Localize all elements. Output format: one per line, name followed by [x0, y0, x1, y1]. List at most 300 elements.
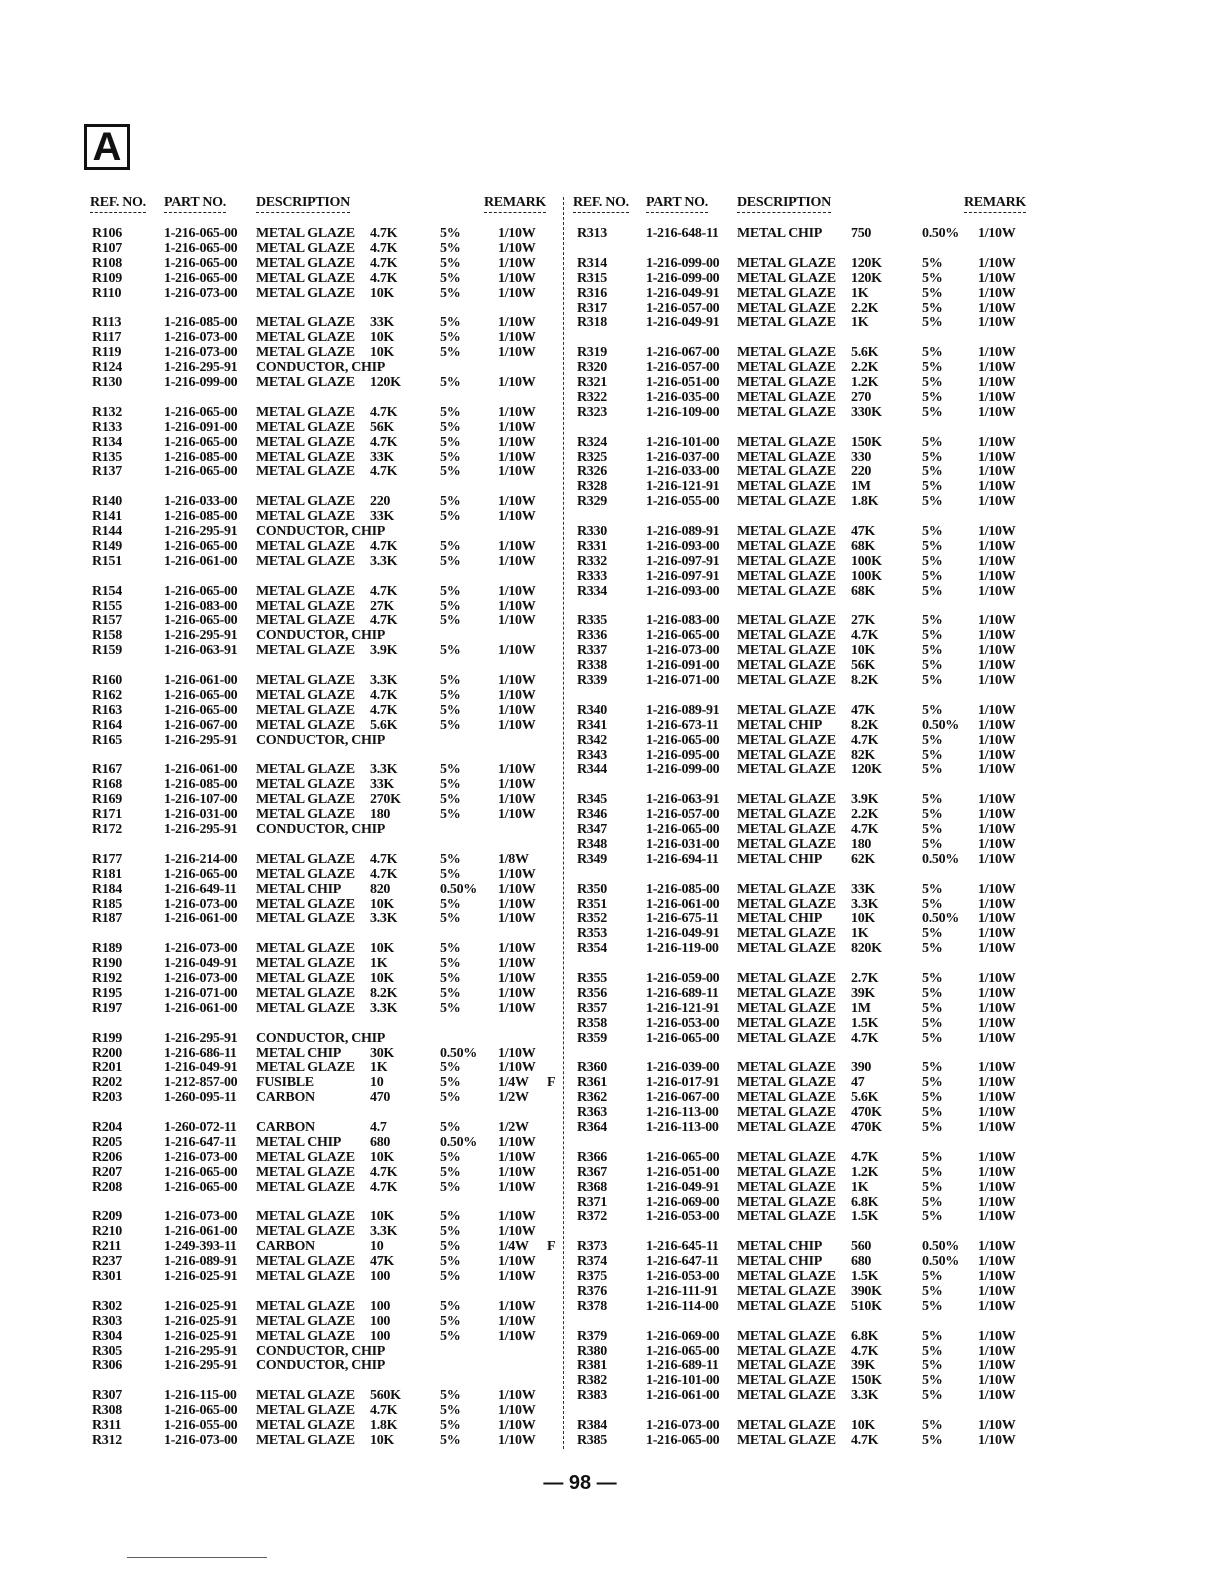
cell-rem: 1/10W [498, 1313, 536, 1329]
cell-rem: 1/10W [978, 1164, 1016, 1180]
cell-desc: METAL GLAZE [256, 1432, 355, 1448]
cell-part: 1-216-093-00 [646, 583, 720, 599]
cell-rem: 1/10W [498, 538, 536, 554]
cell-ref: R338 [577, 658, 607, 674]
cell-rem: 1/10W [498, 1388, 536, 1404]
cell-desc: METAL GLAZE [737, 375, 836, 390]
cell-tol: 5% [922, 985, 943, 1001]
cell-tol: 5% [440, 985, 461, 1001]
cell-rem: 1/10W [498, 717, 536, 733]
cell-part: 1-216-073-00 [164, 1209, 238, 1225]
cell-desc: METAL GLAZE [256, 1313, 355, 1329]
cell-desc: METAL GLAZE [737, 941, 836, 957]
cell-ref: R380 [577, 1343, 607, 1359]
cell-rem: 1/10W [978, 270, 1016, 286]
cell-part: 1-216-097-91 [646, 568, 720, 584]
cell-ref: R158 [92, 628, 122, 644]
cell-ref: R347 [577, 822, 607, 837]
cell-val: 10K [370, 971, 394, 986]
cell-tol: 5% [440, 673, 461, 688]
cell-desc: METAL GLAZE [256, 717, 355, 733]
cell-desc: METAL GLAZE [256, 240, 355, 256]
cell-tol: 5% [440, 717, 461, 733]
cell-tol: 5% [440, 1418, 461, 1433]
cell-rem: 1/10W [498, 896, 536, 912]
cell-ref: R163 [92, 702, 122, 718]
cell-ref: R205 [92, 1134, 122, 1150]
cell-desc: METAL CHIP [737, 226, 823, 241]
cell-tol: 0.50% [922, 226, 960, 241]
cell-desc: METAL GLAZE [256, 673, 355, 688]
cell-tol: 5% [440, 255, 461, 271]
cell-ref: R351 [577, 896, 607, 912]
cell-tol: 5% [440, 538, 461, 554]
cell-tol: 5% [922, 583, 943, 599]
cell-part: 1-216-037-00 [646, 449, 720, 465]
cell-part: 1-212-857-00 [164, 1075, 238, 1091]
cell-rem: 1/10W [498, 434, 536, 450]
cell-val: 3.3K [370, 762, 398, 778]
cell-part: 1-216-645-11 [646, 1239, 719, 1255]
cell-ref: R144 [92, 524, 122, 539]
cell-part: 1-216-686-11 [164, 1045, 237, 1061]
cell-rem: 1/10W [978, 524, 1016, 539]
cell-val: 3.3K [851, 1388, 879, 1404]
cell-tol: 5% [440, 464, 461, 480]
cell-part: 1-216-061-00 [164, 673, 238, 688]
cell-ref: R357 [577, 1000, 607, 1016]
cell-ref: R314 [577, 255, 607, 271]
cell-desc: METAL GLAZE [737, 404, 836, 420]
cell-rem: 1/10W [978, 1388, 1016, 1404]
cell-rem: 1/10W [978, 1015, 1016, 1031]
cell-ref: R108 [92, 255, 122, 271]
cell-ref: R189 [92, 941, 122, 957]
cell-desc: METAL GLAZE [737, 300, 836, 316]
cell-tol: 5% [922, 360, 943, 376]
cell-part: 1-216-061-00 [646, 896, 720, 912]
cell-ref: R318 [577, 315, 607, 331]
cell-part: 1-216-065-00 [164, 702, 238, 718]
cell-ref: R155 [92, 598, 122, 614]
cell-tol: 5% [922, 1015, 943, 1031]
cell-val: 8.2K [370, 985, 398, 1001]
cell-desc: CONDUCTOR, CHIP [256, 1343, 386, 1359]
cell-val: 8.2K [851, 717, 879, 733]
cell-val: 330 [851, 449, 872, 465]
cell-desc: METAL GLAZE [737, 524, 836, 539]
cell-ref: R203 [92, 1090, 122, 1106]
cell-part: 1-216-065-00 [164, 404, 238, 420]
cell-desc: METAL GLAZE [737, 926, 836, 942]
cell-part: 1-216-065-00 [164, 226, 238, 241]
cell-desc: METAL GLAZE [737, 1149, 836, 1165]
cell-val: 68K [851, 538, 875, 554]
cell-rem: 1/10W [978, 1149, 1016, 1165]
cell-val: 390 [851, 1060, 872, 1076]
cell-rem: 1/10W [498, 1298, 536, 1314]
cell-rem: 1/10W [978, 702, 1016, 718]
cell-ref: R333 [577, 568, 607, 584]
cell-rem: 1/10W [978, 822, 1016, 837]
cell-ref: R305 [92, 1343, 122, 1359]
cell-val: 4.7K [851, 732, 879, 748]
cell-part: 1-216-035-00 [646, 389, 720, 405]
cell-desc: CONDUCTOR, CHIP [256, 628, 386, 644]
cell-tol: 0.50% [922, 717, 960, 733]
cell-val: 68K [851, 583, 875, 599]
cell-rem: 1/10W [978, 643, 1016, 659]
cell-ref: R169 [92, 792, 122, 808]
cell-part: 1-216-061-00 [164, 1000, 238, 1016]
cell-tol: 5% [440, 1164, 461, 1180]
cell-tol: 5% [440, 434, 461, 450]
cell-tol: 5% [922, 1343, 943, 1359]
cell-val: 1.8K [370, 1418, 398, 1433]
cell-part: 1-216-689-11 [646, 1358, 719, 1374]
cell-desc: FUSIBLE [256, 1075, 314, 1091]
cell-tol: 5% [440, 553, 461, 569]
cell-rem: 1/10W [498, 255, 536, 271]
cell-tol: 0.50% [922, 851, 960, 867]
cell-val: 100 [370, 1313, 391, 1329]
cell-part: 1-216-049-91 [164, 956, 238, 972]
cell-ref: R187 [92, 911, 122, 927]
cell-ref: R354 [577, 941, 607, 957]
cell-tol: 5% [440, 762, 461, 778]
cell-desc: METAL GLAZE [256, 1298, 355, 1314]
cell-ref: R165 [92, 732, 122, 748]
cell-rem: 1/10W [498, 449, 536, 465]
cell-desc: METAL GLAZE [737, 702, 836, 718]
cell-ref: R368 [577, 1179, 607, 1195]
cell-val: 6.8K [851, 1328, 879, 1344]
cell-rem: 1/10W [498, 1134, 536, 1150]
cell-ref: R199 [92, 1030, 122, 1046]
cell-ref: R303 [92, 1313, 122, 1329]
cell-desc: METAL GLAZE [256, 330, 355, 346]
cell-part: 1-216-107-00 [164, 792, 238, 808]
cell-part: 1-216-059-00 [646, 971, 720, 986]
cell-ref: R364 [577, 1120, 607, 1135]
cell-desc: METAL GLAZE [737, 1343, 836, 1359]
cell-part: 1-216-061-00 [164, 1224, 238, 1240]
cell-tol: 5% [922, 524, 943, 539]
cell-ref: R185 [92, 896, 122, 912]
cell-rem: 1/10W [498, 777, 536, 793]
cell-val: 330K [851, 404, 882, 420]
cell-tol: 5% [922, 538, 943, 554]
cell-tol: 5% [440, 792, 461, 808]
cell-part: 1-216-055-00 [164, 1418, 238, 1433]
cell-ref: R312 [92, 1432, 122, 1448]
cell-part: 1-216-089-91 [646, 702, 720, 718]
cell-rem: 1/10W [978, 583, 1016, 599]
cell-desc: METAL GLAZE [737, 792, 836, 808]
cell-val: 82K [851, 747, 875, 763]
cell-val: 220 [851, 464, 872, 480]
cell-val: 47 [851, 1075, 865, 1091]
cell-rem: 1/10W [498, 971, 536, 986]
cell-ref: R192 [92, 971, 122, 986]
cell-ref: R119 [92, 345, 122, 361]
cell-desc: METAL GLAZE [256, 896, 355, 912]
cell-rem: 1/10W [498, 1149, 536, 1165]
cell-ref: R177 [92, 851, 122, 867]
cell-rem: 1/2W [498, 1090, 529, 1106]
cell-val: 4.7K [370, 240, 398, 256]
cell-ref: R154 [92, 583, 122, 599]
cell-part: 1-216-067-00 [646, 1090, 720, 1106]
cell-val: 220 [370, 494, 391, 510]
cell-val: 4.7K [851, 1030, 879, 1046]
cell-tol: 5% [922, 1120, 943, 1135]
cell-val: 3.3K [370, 1224, 398, 1240]
cell-rem: 1/10W [978, 1328, 1016, 1344]
cell-part: 1-216-061-00 [164, 553, 238, 569]
cell-rem: 1/10W [978, 1105, 1016, 1121]
cell-val: 30K [370, 1045, 394, 1061]
cell-ref: R168 [92, 777, 122, 793]
cell-part: 1-216-073-00 [164, 896, 238, 912]
cell-desc: METAL GLAZE [737, 1373, 836, 1389]
cell-desc: METAL GLAZE [256, 1388, 355, 1404]
cell-part: 1-216-065-00 [646, 628, 720, 644]
cell-desc: METAL GLAZE [737, 285, 836, 301]
cell-part: 1-216-065-00 [646, 1432, 720, 1448]
cell-part: 1-216-295-91 [164, 628, 238, 644]
cell-ref: R151 [92, 553, 122, 569]
cell-rem: 1/10W [978, 792, 1016, 808]
cell-rem: 1/10W [978, 300, 1016, 316]
cell-ref: R328 [577, 479, 607, 495]
cell-ref: R375 [577, 1269, 607, 1284]
cell-part: 1-216-061-00 [164, 762, 238, 778]
cell-tol: 5% [440, 494, 461, 510]
cell-rem: 1/10W [498, 866, 536, 882]
cell-part: 1-216-063-91 [646, 792, 720, 808]
cell-desc: METAL GLAZE [737, 1298, 836, 1314]
cell-tol: 5% [922, 315, 943, 331]
cell-part: 1-216-057-00 [646, 807, 720, 823]
cell-val: 4.7K [370, 1164, 398, 1180]
cell-tol: 5% [922, 1418, 943, 1433]
cell-part: 1-216-085-00 [164, 315, 238, 331]
cell-tol: 5% [922, 1269, 943, 1284]
cell-part: 1-216-121-91 [646, 479, 720, 495]
cell-tol: 5% [922, 971, 943, 986]
cell-rem: 1/10W [498, 1000, 536, 1016]
cell-rem: 1/10W [978, 628, 1016, 644]
cell-val: 100K [851, 553, 882, 569]
cell-part: 1-216-091-00 [164, 419, 238, 435]
cell-part: 1-216-099-00 [164, 375, 238, 390]
cell-val: 750 [851, 226, 872, 241]
cell-rem: 1/10W [978, 673, 1016, 688]
cell-tol: 5% [922, 762, 943, 778]
cell-tol: 5% [922, 702, 943, 718]
cell-rem: 1/10W [498, 1164, 536, 1180]
cell-part: 1-216-115-00 [164, 1388, 237, 1404]
cell-rem: 1/10W [498, 956, 536, 972]
cell-rem: 1/10W [498, 1328, 536, 1344]
cell-rem: 1/10W [498, 881, 536, 897]
cell-desc: METAL GLAZE [737, 1209, 836, 1225]
cell-desc: CONDUCTOR, CHIP [256, 1030, 386, 1046]
cell-part: 1-216-033-00 [164, 494, 238, 510]
cell-val: 4.7 [370, 1120, 387, 1135]
cell-tol: 5% [440, 702, 461, 718]
header-ref-no-left: REF. NO. [90, 195, 146, 213]
cell-val: 120K [851, 762, 882, 778]
cell-tol: 5% [922, 1164, 943, 1180]
cell-tol: 5% [922, 375, 943, 390]
cell-tol: 5% [440, 1000, 461, 1016]
cell-tol: 5% [440, 315, 461, 331]
cell-tol: 5% [440, 851, 461, 867]
cell-rem: 1/10W [978, 836, 1016, 852]
cell-ref: R133 [92, 419, 122, 435]
cell-desc: METAL GLAZE [256, 464, 355, 480]
cell-part: 1-216-295-91 [164, 1030, 238, 1046]
cell-val: 56K [851, 658, 875, 674]
cell-val: 1K [851, 926, 869, 942]
cell-tol: 5% [922, 1090, 943, 1106]
cell-ref: R237 [92, 1254, 122, 1270]
cell-desc: METAL GLAZE [256, 1060, 355, 1076]
cell-val: 150K [851, 434, 882, 450]
cell-ref: R313 [577, 226, 607, 241]
cell-tol: 5% [440, 1269, 461, 1284]
cell-desc: METAL GLAZE [256, 792, 355, 808]
cell-ref: R376 [577, 1283, 607, 1299]
cell-desc: CONDUCTOR, CHIP [256, 360, 386, 376]
cell-tol: 5% [440, 1224, 461, 1240]
cell-ref: R331 [577, 538, 607, 554]
cell-ref: R335 [577, 613, 607, 629]
cell-tol: 5% [440, 1403, 461, 1419]
cell-rem: 1/10W [498, 643, 536, 659]
cell-desc: METAL GLAZE [256, 285, 355, 301]
cell-desc: METAL GLAZE [737, 1328, 836, 1344]
cell-desc: METAL GLAZE [737, 1060, 836, 1076]
cell-ref: R110 [92, 285, 122, 301]
cell-part: 1-216-065-00 [164, 613, 238, 629]
cell-tol: 5% [922, 747, 943, 763]
cell-part: 1-216-031-00 [646, 836, 720, 852]
cell-desc: CONDUCTOR, CHIP [256, 524, 386, 539]
cell-val: 3.3K [370, 1000, 398, 1016]
cell-tol: 5% [440, 240, 461, 256]
cell-val: 4.7K [370, 851, 398, 867]
cell-tol: 5% [440, 941, 461, 957]
cell-val: 2.2K [851, 300, 879, 316]
cell-ref: R209 [92, 1209, 122, 1225]
cell-tol: 0.50% [922, 1254, 960, 1270]
cell-rem: 1/10W [978, 375, 1016, 390]
cell-val: 2.7K [851, 971, 879, 986]
cell-tol: 5% [440, 375, 461, 390]
cell-tol: 5% [922, 1000, 943, 1016]
cell-part: 1-216-101-00 [646, 434, 720, 450]
cell-rem: 1/4W [498, 1239, 529, 1255]
cell-rem: 1/10W [978, 1254, 1016, 1270]
cell-part: 1-216-689-11 [646, 985, 719, 1001]
cell-tol: 5% [440, 1209, 461, 1225]
cell-val: 47K [851, 702, 875, 718]
cell-desc: METAL GLAZE [256, 538, 355, 554]
cell-tol: 5% [922, 568, 943, 584]
cell-ref: R378 [577, 1298, 607, 1314]
cell-val: 10K [370, 1432, 394, 1448]
cell-part: 1-216-053-00 [646, 1269, 720, 1284]
cell-desc: METAL GLAZE [737, 538, 836, 554]
cell-part: 1-216-065-00 [164, 255, 238, 271]
cell-val: 4.7K [370, 866, 398, 882]
cell-ref: R340 [577, 702, 607, 718]
cell-ref: R326 [577, 464, 607, 480]
cell-ref: R383 [577, 1388, 607, 1404]
cell-ref: R113 [92, 315, 122, 331]
cell-part: 1-216-295-91 [164, 524, 238, 539]
cell-rem: 1/10W [978, 1030, 1016, 1046]
cell-val: 1K [370, 956, 388, 972]
header-remark-left: REMARK [484, 195, 546, 213]
cell-part: 1-216-065-00 [646, 1343, 720, 1359]
cell-part: 1-216-111-91 [646, 1283, 718, 1299]
cell-tol: 5% [922, 1373, 943, 1389]
cell-val: 470K [851, 1120, 882, 1135]
cell-ref: R301 [92, 1269, 122, 1284]
cell-val: 1.2K [851, 1164, 879, 1180]
cell-rem: 1/10W [978, 1283, 1016, 1299]
cell-part: 1-216-065-00 [646, 822, 720, 837]
cell-tol: 5% [440, 866, 461, 882]
cell-val: 3.9K [851, 792, 879, 808]
cell-part: 1-216-055-00 [646, 494, 720, 510]
cell-ref: R384 [577, 1418, 607, 1433]
cell-tol: 5% [922, 941, 943, 957]
cell-rem: 1/10W [978, 345, 1016, 361]
cell-tol: 5% [440, 1239, 461, 1255]
cell-val: 1K [370, 1060, 388, 1076]
cell-rem: 1/10W [498, 911, 536, 927]
cell-desc: METAL GLAZE [256, 971, 355, 986]
cell-val: 10K [370, 285, 394, 301]
cell-part: 1-216-647-11 [646, 1254, 719, 1270]
cell-desc: METAL GLAZE [256, 404, 355, 420]
cell-desc: METAL CHIP [256, 1045, 342, 1061]
cell-part: 1-216-073-00 [164, 941, 238, 957]
cell-rem: 1/10W [498, 404, 536, 420]
cell-ref: R362 [577, 1090, 607, 1106]
cell-desc: METAL GLAZE [737, 1105, 836, 1121]
cell-part: 1-216-295-91 [164, 822, 238, 837]
cell-val: 33K [851, 881, 875, 897]
cell-part: 1-216-648-11 [646, 226, 719, 241]
cell-tol: 5% [922, 345, 943, 361]
cell-ref: R316 [577, 285, 607, 301]
cell-desc: CONDUCTOR, CHIP [256, 732, 386, 748]
cell-desc: METAL GLAZE [737, 881, 836, 897]
cell-rem: 1/10W [498, 807, 536, 823]
cell-rem: 1/10W [498, 687, 536, 703]
cell-part: 1-216-085-00 [164, 449, 238, 465]
cell-rem: 1/10W [978, 896, 1016, 912]
cell-ref: R385 [577, 1432, 607, 1448]
cell-desc: METAL GLAZE [256, 375, 355, 390]
cell-ref: R353 [577, 926, 607, 942]
